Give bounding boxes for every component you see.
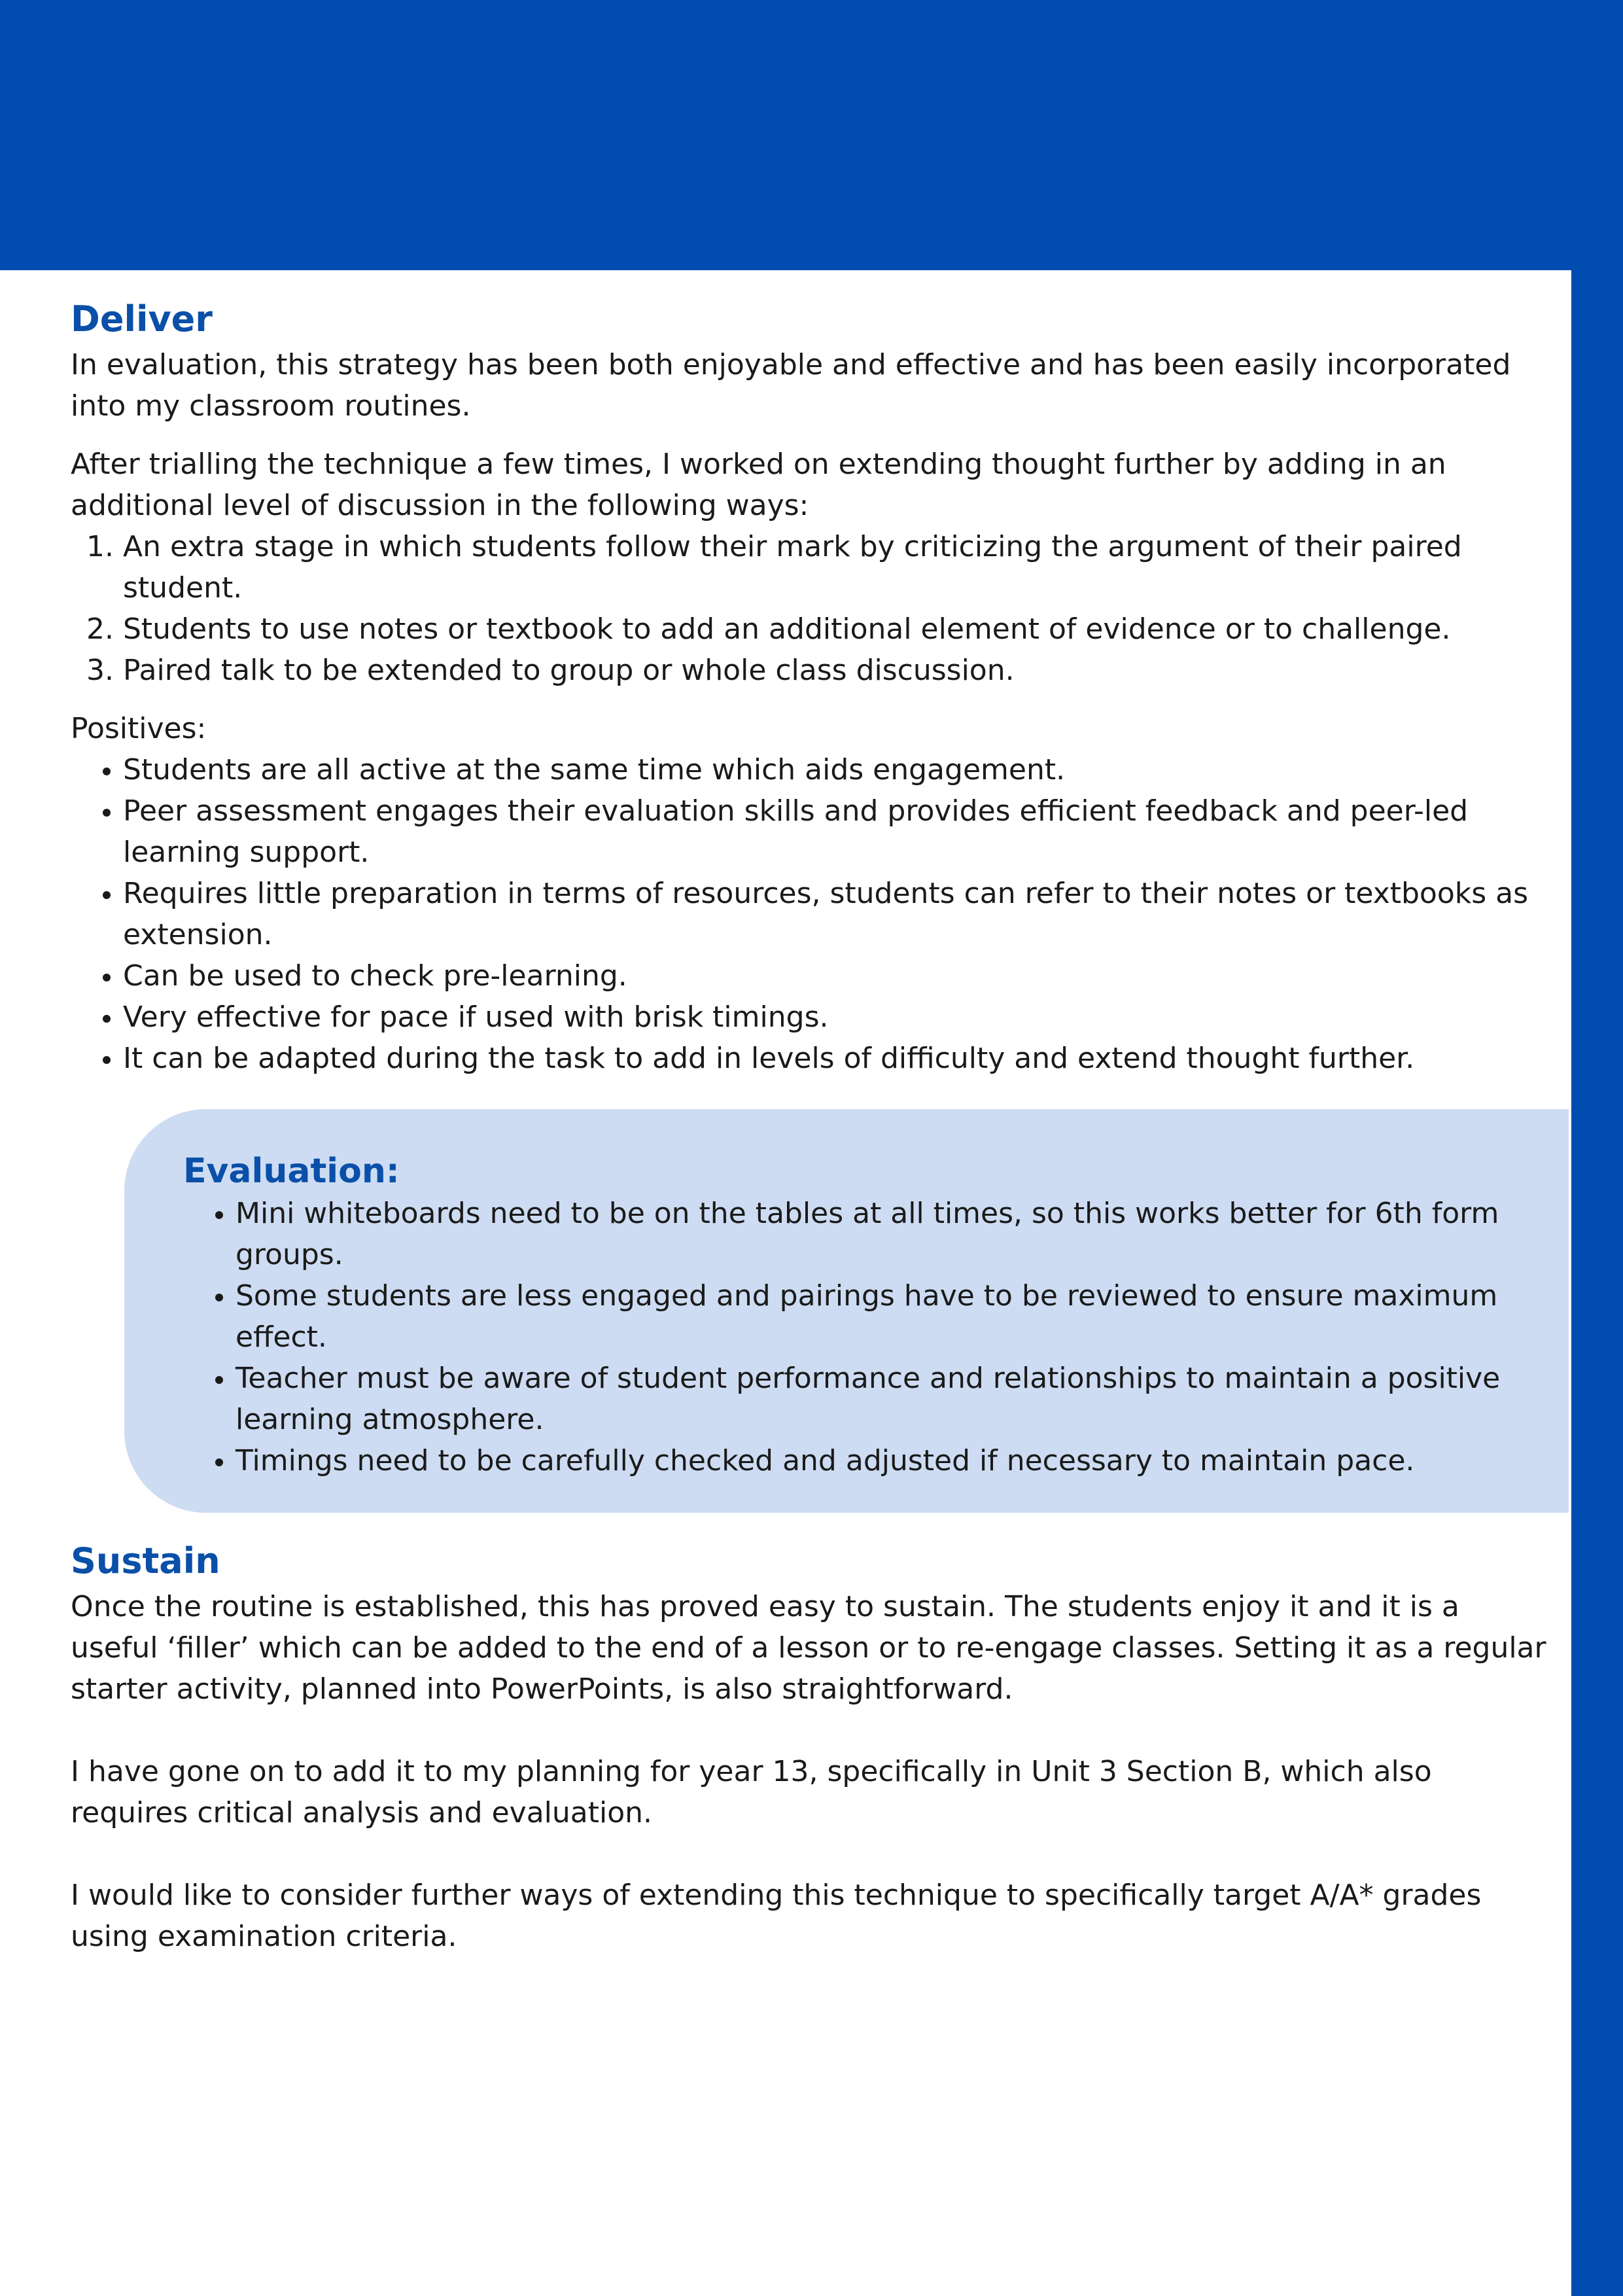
deliver-paragraph-2: After trialling the technique a few times, I worked on extending thought further by adding in an additional level of discussion in the following ways: xyxy=(71,448,1446,522)
list-item: • Can be used to check pre-learning. xyxy=(123,955,1556,997)
evaluation-list xyxy=(183,1193,1556,1481)
list-item: • Peer assessment engages their evaluation skills and provides efficient feedback and peer-led learning support. xyxy=(123,790,1556,873)
sustain-paragraph-2: I have gone on to add it to my planning for year 13, specifically in Unit 3 Section B, which also requires critical analysis and evaluation. xyxy=(71,1755,1432,1829)
list-item: • Very effective for pace if used with brisk timings. xyxy=(123,997,1556,1038)
positives-list xyxy=(71,749,1556,1079)
list-item: • Mini whiteboards need to be on the tables at all times, so this works better for 6th form groups. xyxy=(236,1193,1556,1275)
deliver-paragraph-1: In evaluation, this strategy has been both enjoyable and effective and has been easily incorporated into my classroom routines. xyxy=(71,348,1511,423)
list-item: 2. Students to use notes or textbook to add an additional element of evidence or to challenge. xyxy=(123,609,1556,650)
list-item: • It can be adapted during the task to add in levels of difficulty and extend thought further. xyxy=(123,1038,1556,1079)
positives-label: Positives: xyxy=(71,712,207,745)
sustain-heading: Sustain xyxy=(71,1540,220,1581)
side-band xyxy=(1571,0,1623,2296)
evaluation-panel xyxy=(124,1109,1569,1513)
list-item: 1. An extra stage in which students follow their mark by criticizing the argument of their paired student. xyxy=(123,526,1556,609)
list-item: • Some students are less engaged and pairings have to be reviewed to ensure maximum effect. xyxy=(236,1275,1556,1358)
list-item: • Requires little preparation in terms of resources, students can refer to their notes or textbooks as extension. xyxy=(123,873,1556,955)
sustain-paragraph-1: Once the routine is established, this has proved easy to sustain. The students enjoy it and it is a useful ‘filler’ which can be added to the end of a lesson or to re-engage classes. Setting it as a regular starter activity, planned into PowerPoints, is also straightforward. xyxy=(71,1590,1546,1706)
list-item: 3. Paired talk to be extended to group or whole class discussion. xyxy=(123,650,1556,691)
list-item: • Students are all active at the same time which aids engagement. xyxy=(123,749,1556,790)
list-item: • Teacher must be aware of student performance and relationships to maintain a positive learning atmosphere. xyxy=(236,1358,1556,1440)
evaluation-heading: Evaluation: xyxy=(183,1152,400,1191)
header-band xyxy=(0,0,1623,270)
list-item: • Timings need to be carefully checked and adjusted if necessary to maintain pace. xyxy=(236,1440,1556,1481)
extension-steps-list xyxy=(71,526,1556,691)
page-content xyxy=(71,294,1556,1957)
sustain-paragraph-3: I would like to consider further ways of extending this technique to specifically target A/A* grades using examination criteria. xyxy=(71,1879,1482,1953)
deliver-heading: Deliver xyxy=(71,298,213,340)
